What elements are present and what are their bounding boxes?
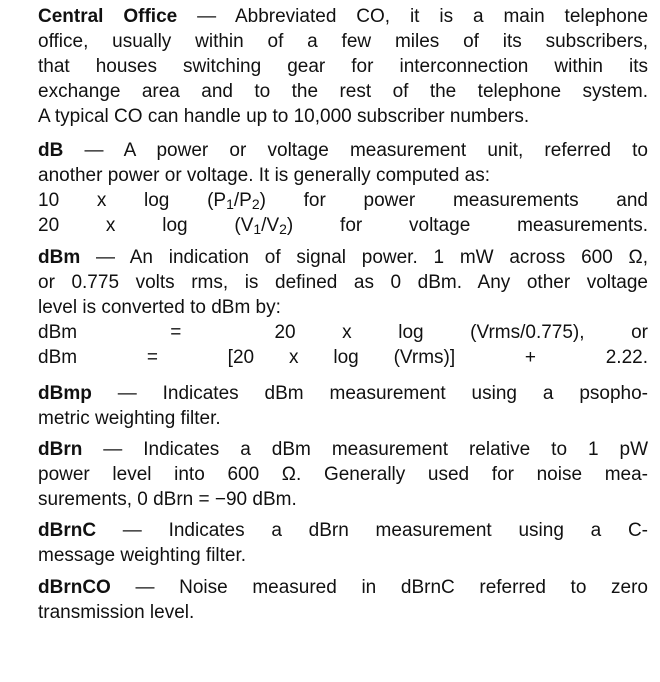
glossary-term: dBm bbox=[38, 247, 81, 268]
glossary-entry-db bbox=[38, 138, 648, 238]
definition-line: surements, 0 dBrn = −90 dBm. bbox=[38, 489, 297, 510]
term-separator: — bbox=[63, 140, 124, 161]
definition-line: level is converted to dBm by: bbox=[38, 297, 281, 318]
definition-line: Indicates dBm measurement using a psopho- bbox=[162, 383, 648, 404]
definition-line: Abbreviated CO, it is a main telephone bbox=[234, 6, 649, 27]
glossary-term: dBmp bbox=[38, 383, 92, 404]
definition-line: A power or voltage measurement unit, referred to bbox=[123, 140, 648, 161]
glossary-term: dBrnCO bbox=[38, 577, 111, 598]
formula-line: dBm = 20 x log (Vrms/0.775), or bbox=[38, 322, 648, 343]
definition-line: office, usually within of a few miles of its subscribers, bbox=[38, 31, 648, 52]
definition-line: power level into 600 Ω. Generally used for noise mea- bbox=[38, 464, 648, 485]
glossary-entry-central-office bbox=[38, 4, 648, 129]
term-separator: — bbox=[91, 383, 163, 404]
glossary-entry-dbrn bbox=[38, 437, 648, 512]
glossary-entry-dbrnc bbox=[38, 518, 648, 568]
definition-line: or 0.775 volts rms, is defined as 0 dBm. Any other voltage bbox=[38, 272, 648, 293]
term-separator: — bbox=[96, 520, 169, 541]
definition-line: Noise measured in dBrnC referred to zero bbox=[179, 577, 648, 598]
definition-line: message weighting filter. bbox=[38, 545, 247, 566]
term-separator: — bbox=[80, 247, 130, 268]
definition-line: transmission level. bbox=[38, 602, 195, 623]
definition-line: An indication of signal power. 1 mW across 600 Ω, bbox=[129, 247, 649, 268]
term-separator: — bbox=[177, 6, 235, 27]
definition-line: that houses switching gear for interconnection within its bbox=[38, 56, 648, 77]
definition-line: metric weighting filter. bbox=[38, 408, 221, 429]
definition-line: exchange area and to the rest of the telephone system. bbox=[38, 81, 648, 102]
definition-line: another power or voltage. It is generally computed as: bbox=[38, 165, 491, 186]
glossary-entry-dbm bbox=[38, 245, 648, 370]
formula-line: dBm = [20 x log (Vrms)] + 2.22. bbox=[38, 347, 648, 368]
glossary-entry-dbmp bbox=[38, 381, 648, 431]
term-separator: — bbox=[110, 577, 180, 598]
formula-power: 10 x $\log (P_1/P_2)$ for power measurements and bbox=[38, 190, 649, 212]
definition-line: A typical CO can handle up to 10,000 subscriber numbers. bbox=[38, 106, 530, 127]
term-separator: — bbox=[82, 439, 144, 460]
definition-line: Indicates a dBm measurement relative to 1 pW bbox=[143, 439, 648, 460]
glossary-term: Central Office bbox=[38, 6, 178, 27]
glossary-term: dBrn bbox=[38, 439, 83, 460]
formula-voltage: 20 x $\log (V_1/V_2)$ for voltage measurements. bbox=[38, 215, 649, 237]
glossary-term: dBrnC bbox=[38, 520, 97, 541]
glossary-term: dB bbox=[38, 140, 64, 161]
glossary-entry-dbrnco bbox=[38, 575, 648, 625]
definition-line: Indicates a dBrn measurement using a C- bbox=[168, 520, 648, 541]
